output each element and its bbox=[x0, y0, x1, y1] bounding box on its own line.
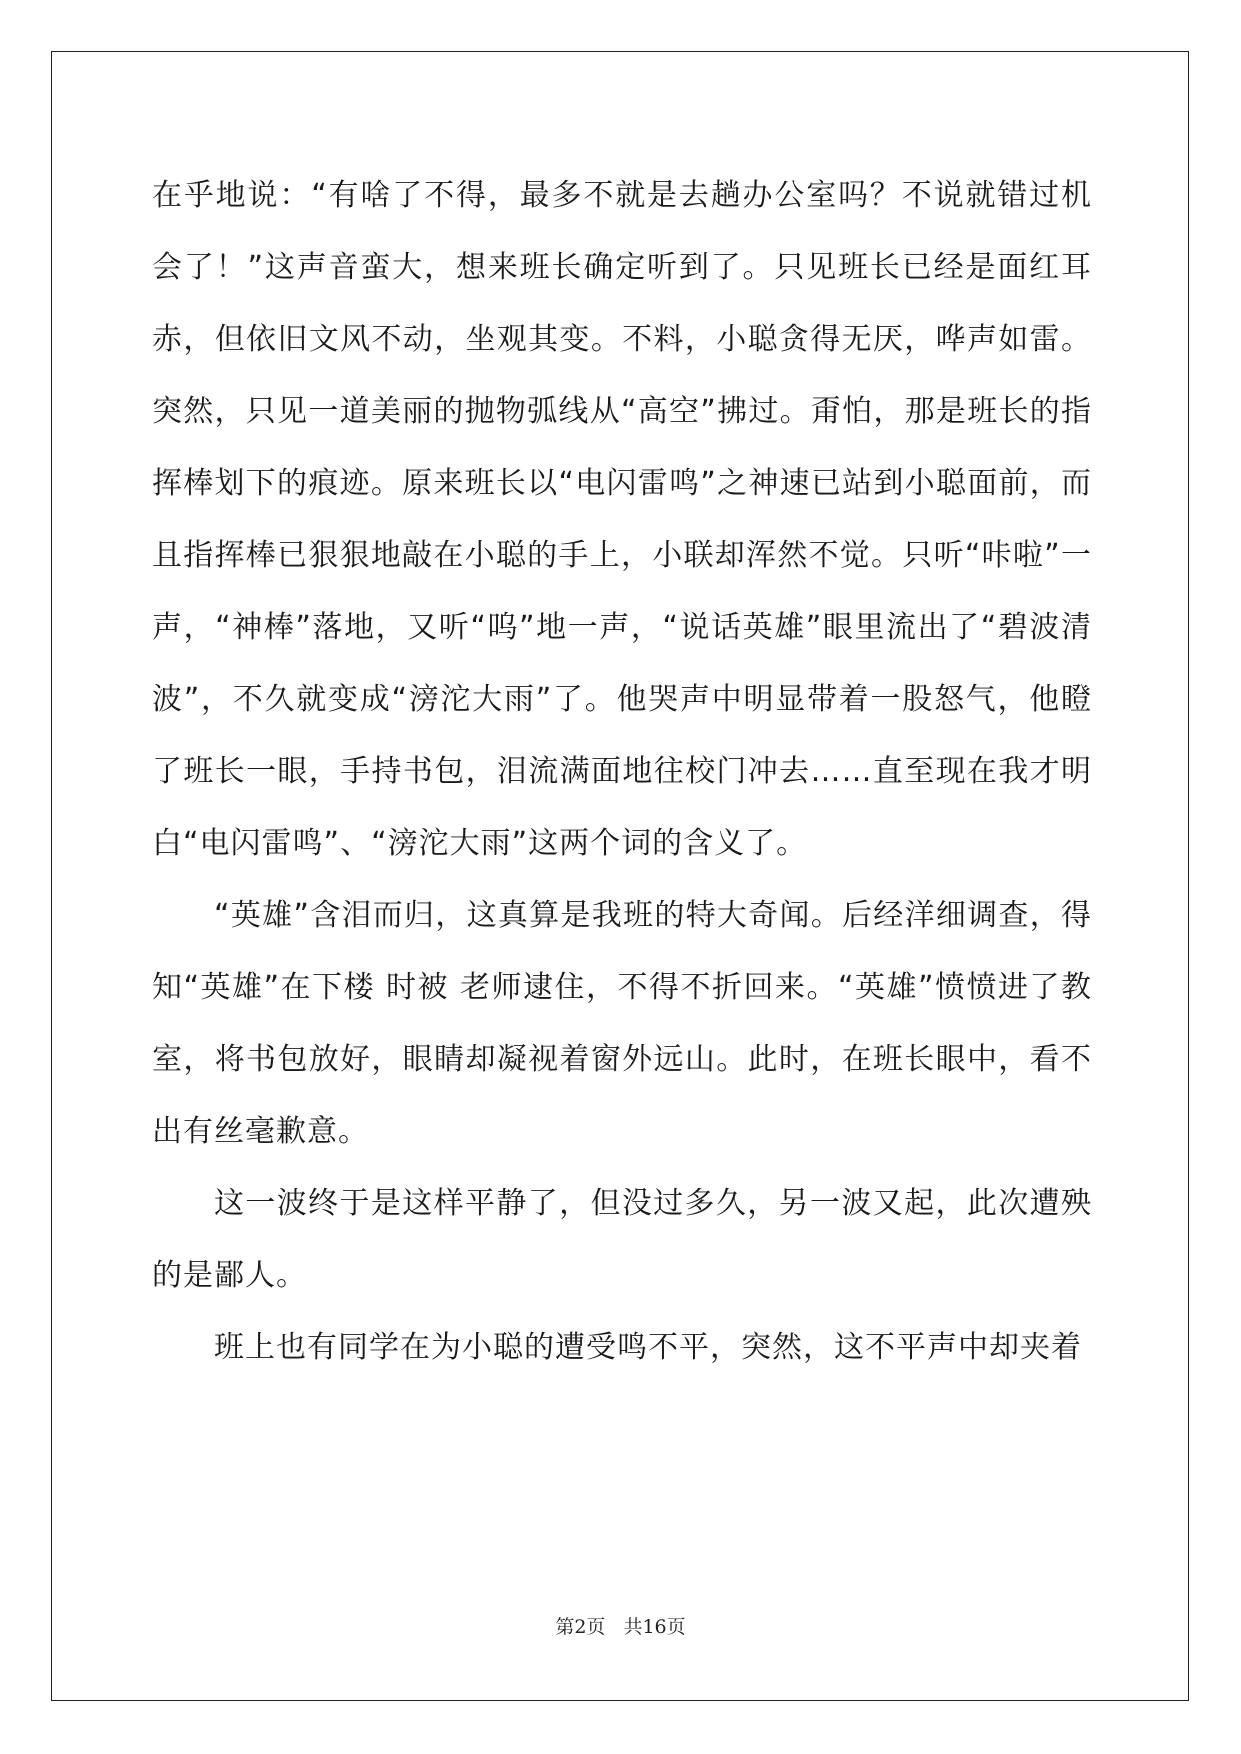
page-total: 共16页 bbox=[623, 1616, 686, 1638]
paragraph-3: 这一波终于是这样平静了，但没过多久，另一波又起，此次遭殃的是鄙人。 bbox=[152, 1186, 1092, 1293]
paragraph-2: “英雄”含泪而归，这真算是我班的特大奇闻。后经洋细调查，得知“英雄”在下楼 时被 老师逮住，不得不折回来。“英雄”愤愤进了教室，将书包放好，眼睛却凝视着窗外远山。此时，在班长眼中，看不出有丝毫歉意。 bbox=[152, 898, 1092, 1149]
document-body bbox=[152, 160, 1092, 1384]
paragraph-4: 班上也有同学在为小聪的遭受鸣不平，突然，这不平声中却夹着 bbox=[214, 1330, 1082, 1365]
page-footer bbox=[0, 1612, 1241, 1639]
paragraph-1: 在乎地说：“有啥了不得，最多不就是去趟办公室吗？不说就错过机会了！”这声音蛮大，想来班长确定听到了。只见班长已经是面红耳赤，但依旧文风不动，坐观其变。不料，小聪贪得无厌，哗声如雷。突然，只见一道美丽的抛物弧线从“高空”拂过。甭怕，那是班长的指挥棒划下的痕迹。原来班长以“电闪雷鸣”之神速已站到小聪面前，而且指挥棒已狠狠地敲在小聪的手上，小联却浑然不觉。只听“咔啦”一声，“神棒”落地，又听“呜”地一声，“说话英雄”眼里流出了“碧波清波”，不久就变成“滂沱大雨”了。他哭声中明显带着一股怒气，他瞪了班长一眼，手持书包，泪流满面地往校门冲去……直至现在我才明白“电闪雷鸣”、“滂沱大雨”这两个词的含义了。 bbox=[152, 178, 1092, 861]
page-number: 第2页 bbox=[555, 1616, 606, 1638]
